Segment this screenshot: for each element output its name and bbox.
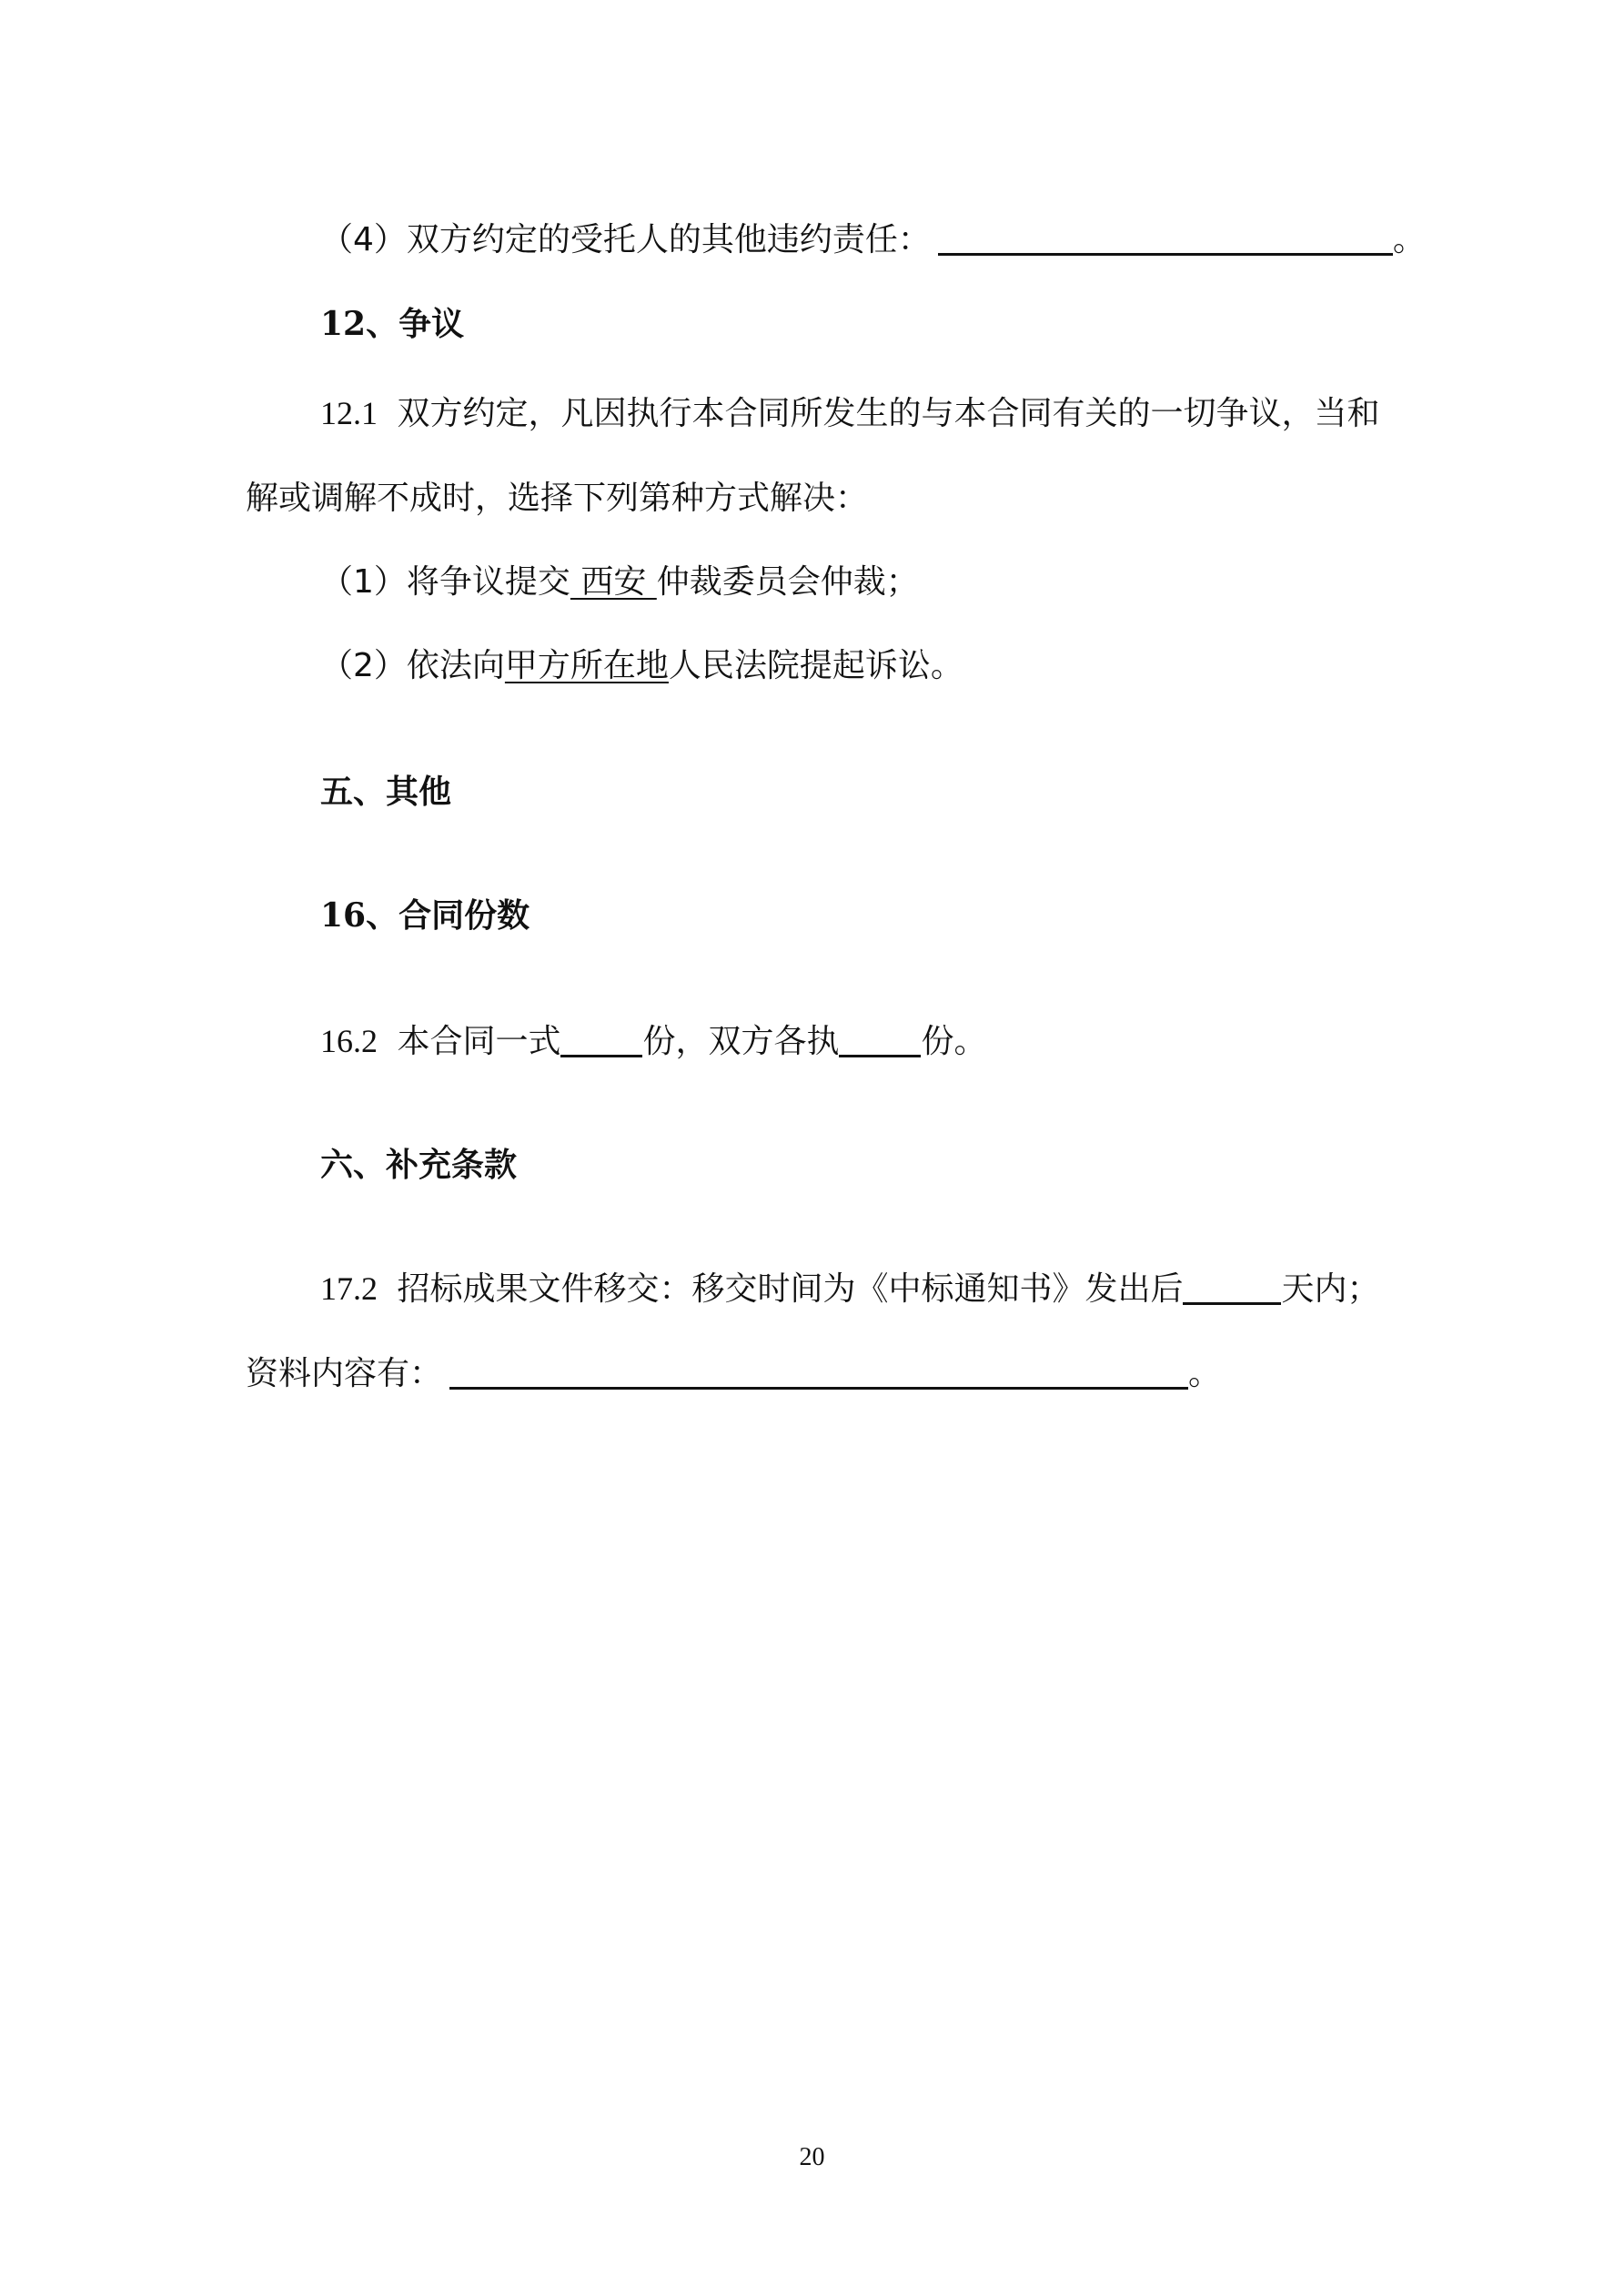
clause-17-2-prefix: 招标成果文件移交：移交时间为《中标通知书》发出后 — [397, 1270, 1184, 1308]
materials-blank — [449, 1356, 1188, 1390]
section-6-heading: 六、补充条款 — [320, 1146, 518, 1184]
clause-17-2-suffix: 天内； — [1281, 1270, 1380, 1308]
option-1-prefix: （1）将争议提交 — [320, 563, 570, 601]
clause-11-4-text: （4）双方约定的受托人的其他违约责任： — [320, 221, 931, 258]
handover-days-blank — [1183, 1271, 1281, 1305]
clause-16-2-number: 16.2 — [320, 1023, 378, 1059]
clause-12-1-text1: 双方约定，凡因执行本合同所发生的与本合同有关的一切争议，当和 — [397, 395, 1380, 432]
clause-11-4-end: 。 — [1392, 221, 1426, 258]
clause-16-2-middle: 份，双方各执 — [642, 1023, 840, 1060]
dispute-option-1 — [320, 559, 919, 606]
copies-each-blank — [839, 1024, 921, 1057]
clause-17-2-number: 17.2 — [320, 1270, 378, 1307]
option-2-prefix: （2）依法向 — [320, 647, 505, 684]
liability-blank — [938, 222, 1393, 256]
clause-11-4 — [320, 217, 1426, 264]
copies-total-blank — [560, 1024, 642, 1057]
clause-12-1-line2: 解或调解不成时，选择下列第种方式解决： — [246, 480, 869, 517]
section-5-heading: 五、其他 — [320, 773, 452, 811]
clause-12-1-line1 — [320, 389, 1379, 438]
clause-16-2-suffix: 份。 — [921, 1023, 987, 1060]
option-2-suffix: 人民法院提起诉讼。 — [668, 647, 963, 684]
page-number: 20 — [799, 2143, 825, 2171]
section-16-heading: 16、合同份数 — [320, 896, 530, 935]
dispute-option-2 — [320, 642, 963, 690]
clause-17-2-line1 — [320, 1265, 1379, 1313]
option-1-suffix: 仲裁委员会仲裁； — [656, 563, 919, 601]
clause-16-2-prefix: 本合同一式 — [397, 1023, 561, 1060]
clause-12-1-number: 12.1 — [320, 395, 378, 431]
arbitration-city: 西安 — [570, 563, 657, 601]
clause-17-2-line2 — [246, 1350, 1221, 1398]
section-12-heading: 12、争议 — [320, 305, 465, 343]
materials-end: 。 — [1188, 1355, 1222, 1392]
materials-label: 资料内容有： — [246, 1355, 443, 1392]
court-location: 甲方所在地 — [504, 647, 669, 684]
clause-16-2 — [320, 1017, 987, 1066]
